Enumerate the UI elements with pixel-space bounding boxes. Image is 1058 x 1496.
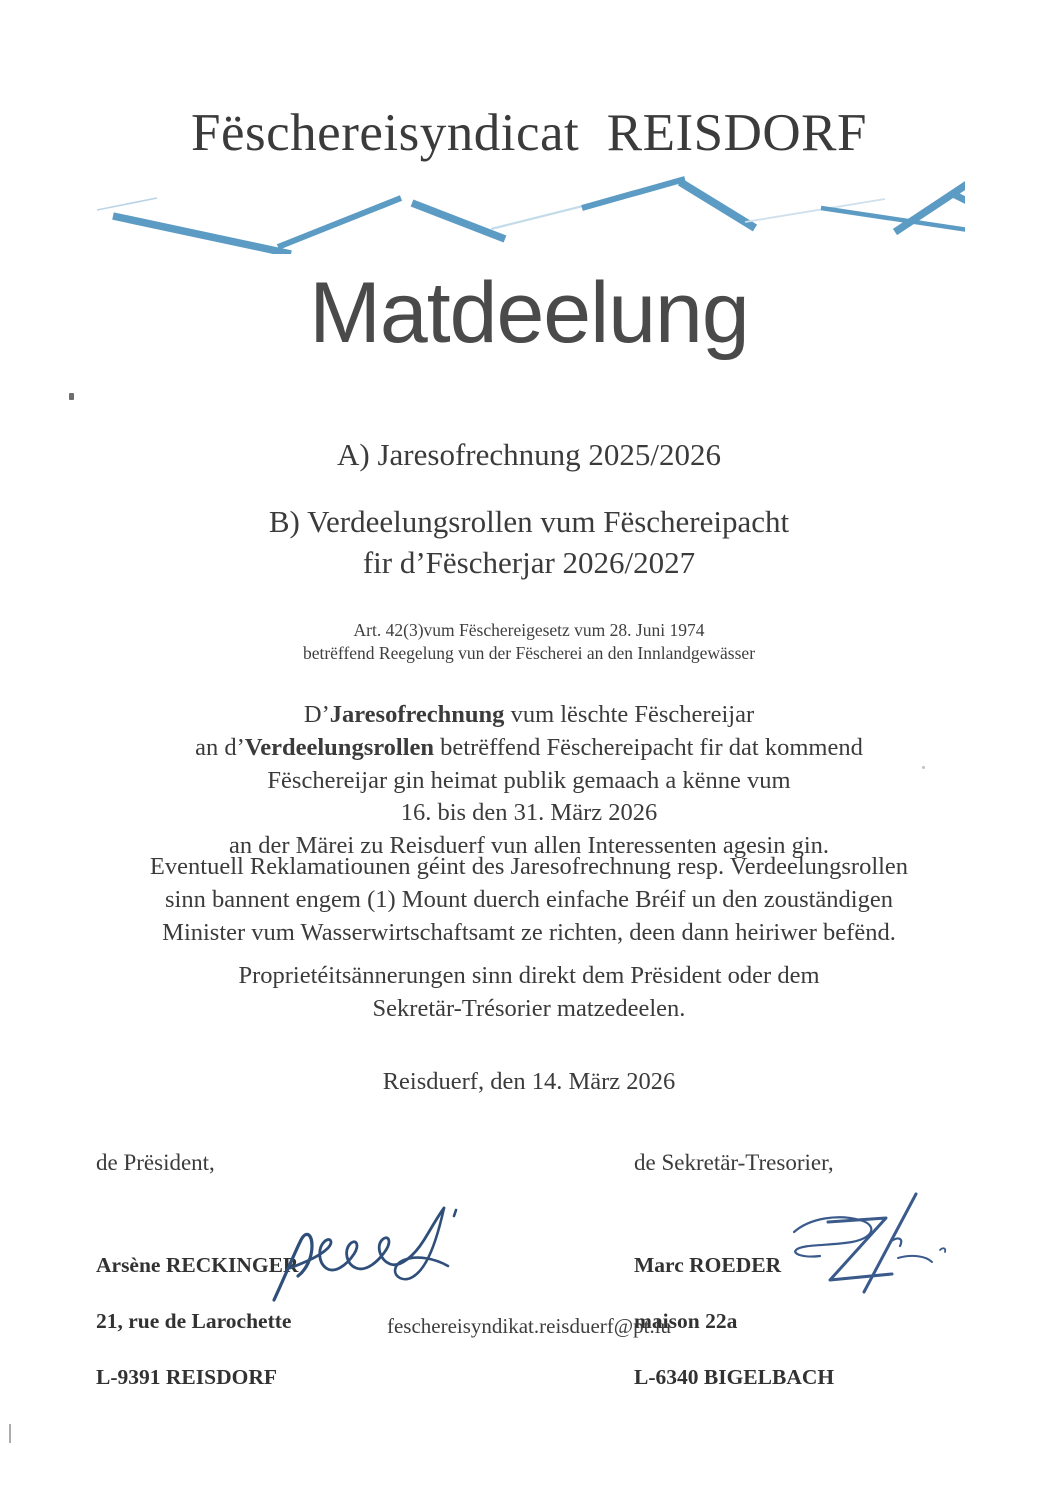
para1-bold-jaresofrechnung: Jaresofrechnung — [329, 701, 505, 728]
section-heading-b — [0, 502, 1058, 584]
body-paragraph-2 — [0, 851, 1058, 949]
para1-seg7: an der Märei zu Reisduerf vun allen Interessenten agesin gin. — [228, 832, 830, 860]
secretary-name: Marc ROEDER — [634, 1252, 782, 1277]
president-signature — [268, 1196, 498, 1306]
president-role-label: de Prësident, — [96, 1150, 215, 1175]
para1-bold-verdeelungsrollen: Verdeelungsrollen — [244, 733, 435, 761]
section-heading-a: A) Jaresofrechnung 2025/2026 — [337, 437, 721, 472]
section-heading-b-line1: B) Verdeelungsrollen vum Fëschereipacht — [268, 504, 790, 539]
section-heading-b-line2: fir d’Fëscherjar 2026/2027 — [362, 544, 696, 580]
para3-line2: Sekretär-Trésorier matzedeelen. — [372, 994, 686, 1022]
scan-artifact-dot — [922, 766, 925, 769]
president-address-line2: L-9391 REISDORF — [96, 1364, 277, 1389]
para3-line1: Proprietéitsännerungen sinn direkt dem Prësident oder dem — [238, 962, 820, 989]
place-and-date: Reisduerf, den 14. März 2026 — [382, 1068, 676, 1095]
page-title: Matdeelung — [309, 265, 749, 361]
para1-seg1: D’ — [303, 701, 330, 728]
president-name: Arsène RECKINGER — [96, 1252, 299, 1277]
legal-reference — [0, 619, 1058, 666]
secretary-address-line1: maison 22a — [634, 1308, 738, 1333]
contact-email: feschereisyndikat.reisduerf@pt.lu — [386, 1314, 672, 1338]
secretary-role-label: de Sekretär-Tresorier, — [634, 1150, 834, 1175]
secretary-address-line2: L-6340 BIGELBACH — [634, 1364, 835, 1389]
para2-line3: Minister vum Wasserwirtschaftsamt ze richten, deen dann heiriwer befënd. — [162, 918, 896, 946]
para1-seg6-dates: 16. bis den 31. März 2026 — [400, 799, 658, 827]
para2-line2: sinn bannent engem (1) Mount duerch einfache Bréif un den zouständigen — [165, 885, 893, 913]
para1-seg5: Fëschereijar gin heimat publik gemaach a kënne vum — [267, 766, 791, 794]
legal-reference-line1: Art. 42(3)vum Fëschereigesetz vum 28. Juni 1974 — [353, 620, 705, 640]
legal-reference-line2: betrëffend Reegelung vun der Fëscherei an den Innlandgewässer — [302, 643, 756, 664]
para1-seg2: vum lëschte Fëschereijar — [504, 701, 755, 728]
scan-artifact-speck — [69, 393, 74, 400]
para2-line1: Eventuell Reklamatiounen géint des Jaresofrechnung resp. Verdeelungsrollen — [149, 853, 909, 880]
body-paragraph-3 — [0, 960, 1058, 1026]
para1-seg3: an d’ — [195, 733, 245, 761]
body-paragraph-1 — [0, 699, 1058, 863]
zigzag-wave-decoration — [95, 176, 965, 254]
president-address-line1: 21, rue de Larochette — [96, 1308, 292, 1333]
scan-artifact-edge-mark — [9, 1424, 11, 1443]
organization-title: Fëschereisyndicat REISDORF — [191, 104, 867, 162]
para1-seg4: betrëffend Fëschereipacht fir dat kommend — [434, 733, 863, 761]
